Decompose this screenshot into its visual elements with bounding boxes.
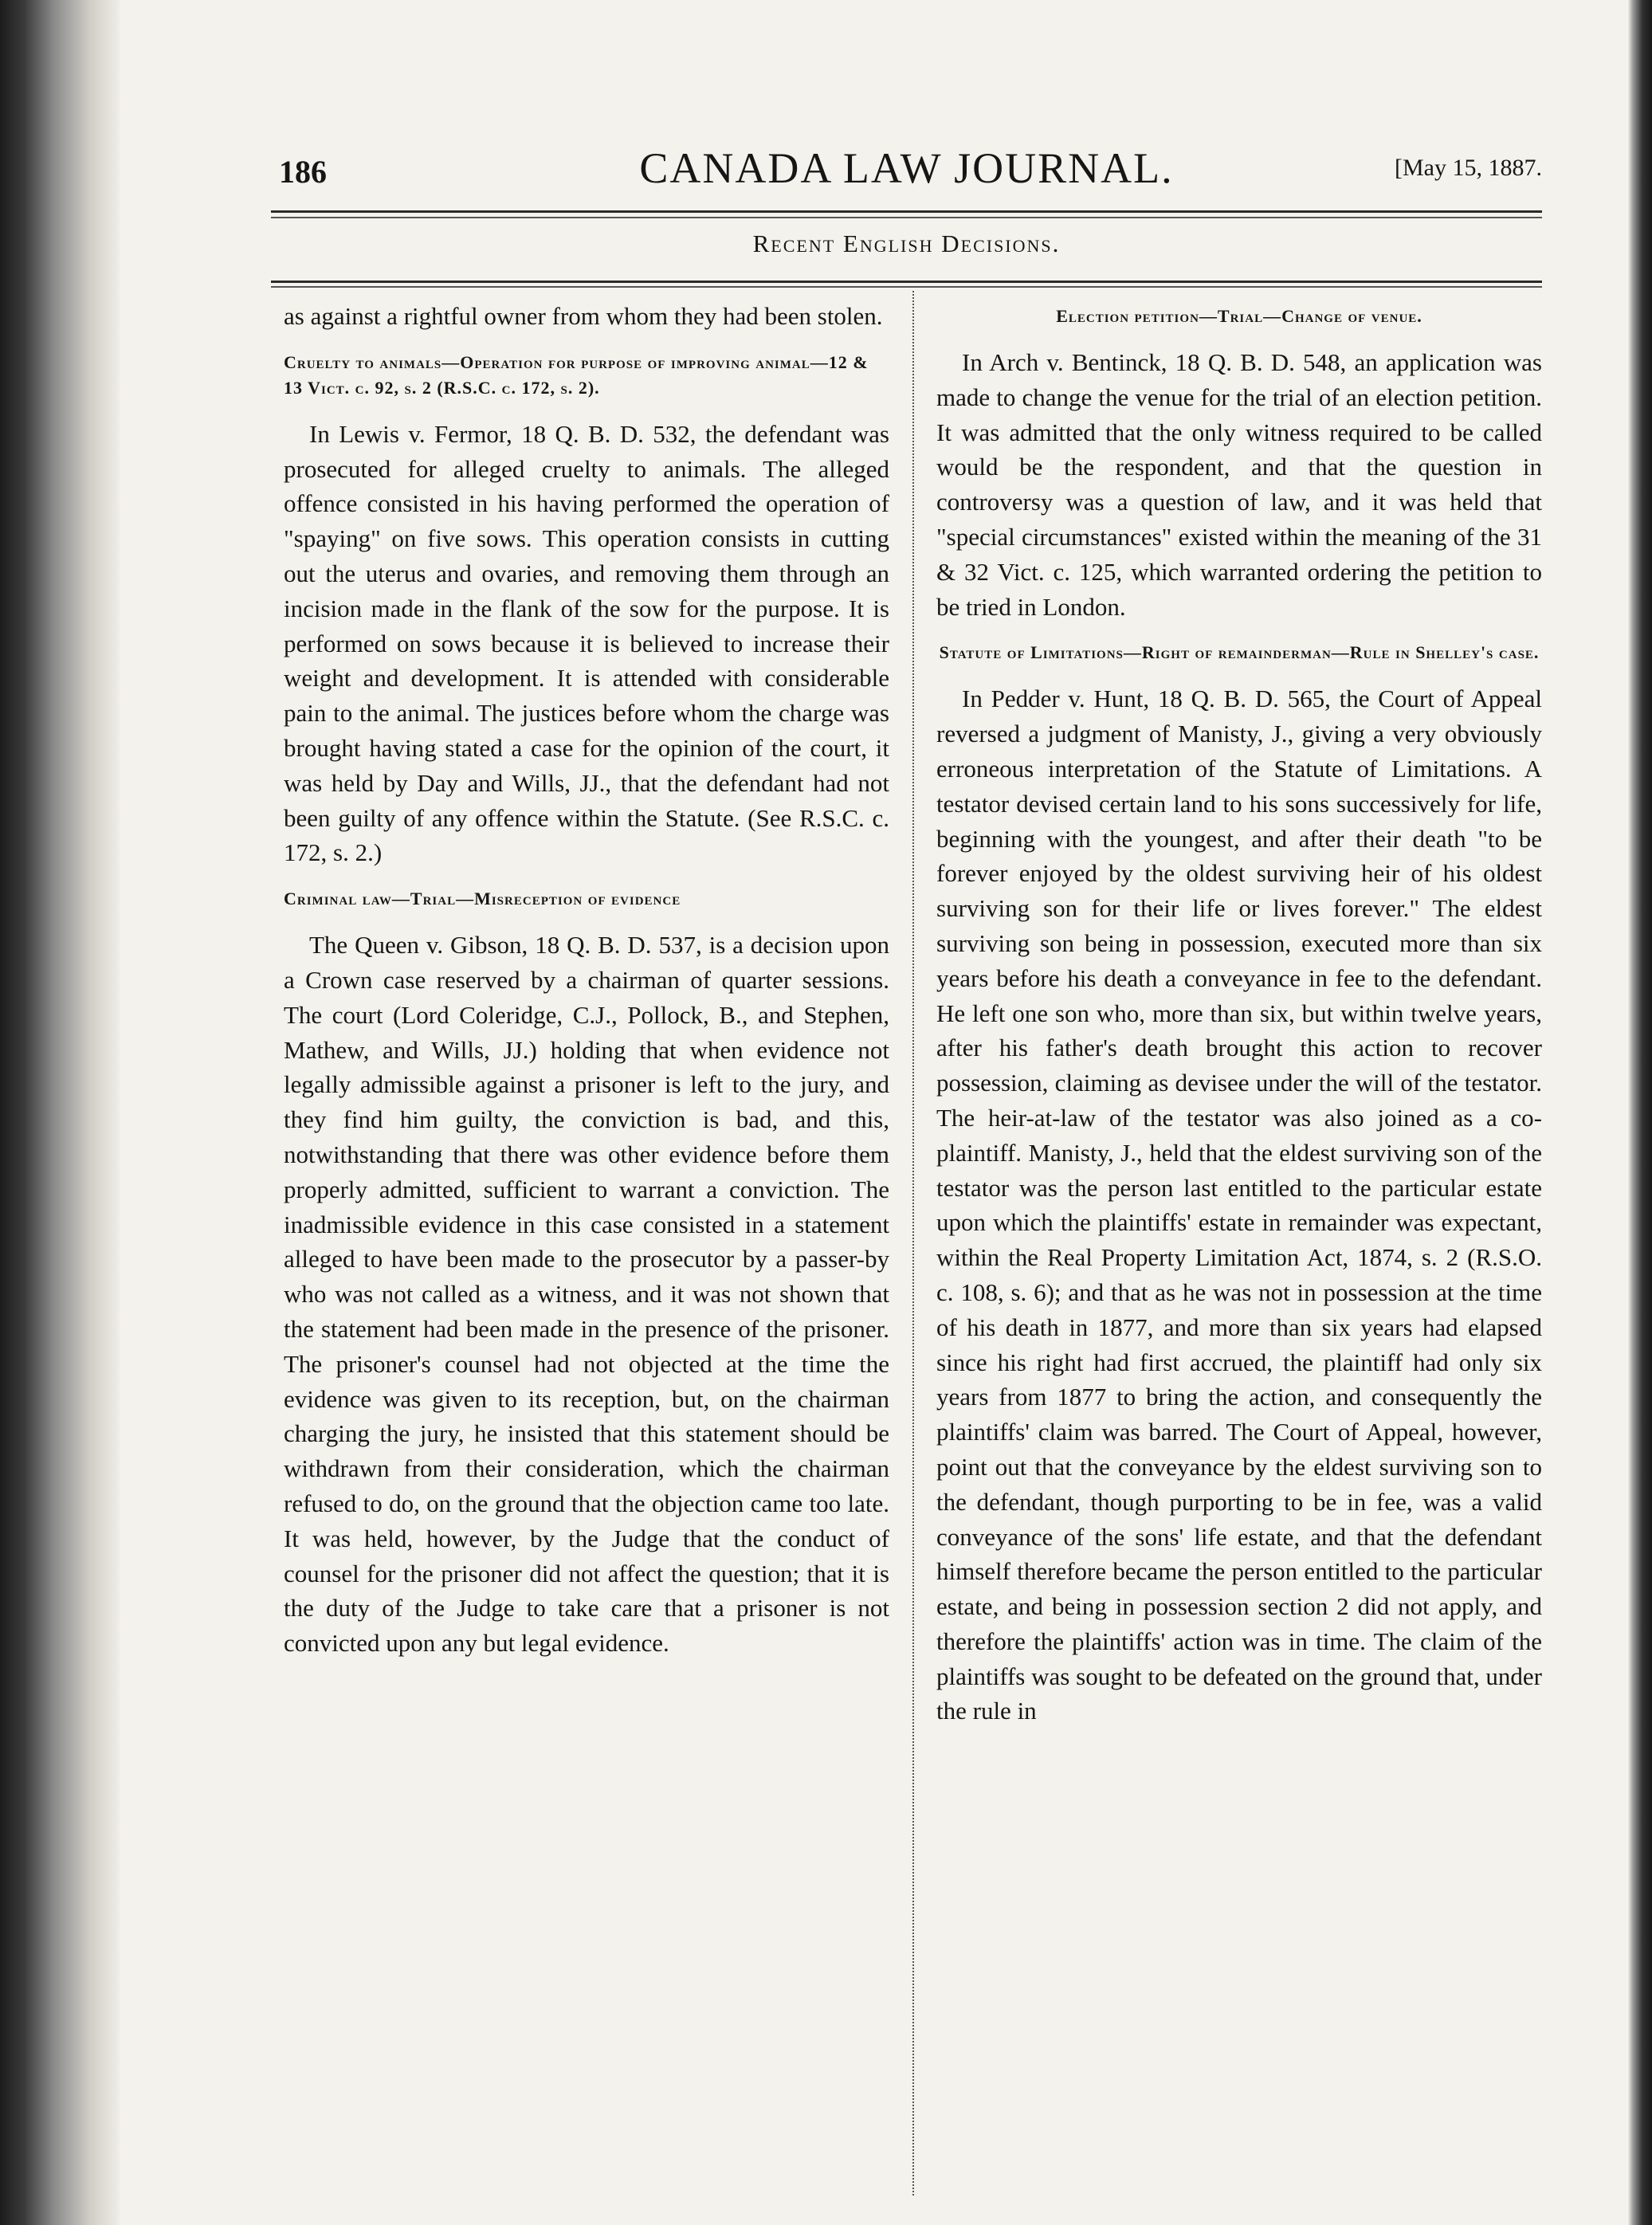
book-binding-shadow — [0, 0, 120, 2225]
section-rule — [271, 281, 1542, 283]
heading-statute-of-limitations: Statute of Limitations—Right of remainderman—Rule in Shelley's case. — [939, 642, 1540, 663]
paragraph-lewis-v-fermor: In Lewis v. Fermor, 18 Q. B. D. 532, the defendant was prosecuted for alleged cruelty to animals. The alleged offence consisted in his having performed the operation of "spaying" on five sows. This operation consists in cutting out the uterus and ovaries, and removing them through an incision made in the flank of the sow for the purpose. It is performed on sows because it is believed to increase their weight and development. It is attended with considerable pain to the animal. The justices before whom the charge was brought having stated a case for the opinion of the court, it was held by Day and Wills, JJ., that the defendant had not been guilty of any offence within the Statute. (See R.S.C. c. 172, s. 2.) — [284, 419, 889, 867]
right-column — [936, 299, 1542, 1744]
left-column — [284, 299, 889, 1677]
paragraph-queen-v-gibson: The Queen v. Gibson, 18 Q. B. D. 537, is a decision upon a Crown case reserved by a chairman of quarter sessions. The court (Lord Coleridge, C.J., Pollock, B., and Stephen, Mathew, and Wills, JJ.) holding that when evidence not legally admissible against a prisoner is left to the jury, and they find him guilty, the conviction is bad, and this, notwithstanding that there was other evidence before them properly admitted, sufficient to warrant a conviction. The inadmissible evidence in this case consisted in a statement alleged to have been made to the prosecutor by a passer-by who was not called as a witness, and it was not shown that the statement had been made in the presence of the prisoner. The prisoner's counsel had not objected at the time the evidence was given to its reception, but, on the chairman charging the jury, he insisted that this statement should be withdrawn from their consideration, which the chairman refused to do, on the ground that the objection came too late. It was held, however, by the Judge that the conduct of counsel for the prisoner did not affect the question; that it is the duty of the Judge to take care that a prisoner is not convicted upon any but legal evidence. — [284, 931, 889, 1658]
issue-date: [May 15, 1887. — [1395, 155, 1542, 181]
heading-cruelty-to-animals: Cruelty to animals—Operation for purpose of improving animal—12 & 13 Vict. c. 92, s. 2 (R.S.C. c. 172, s. 2). — [284, 351, 869, 398]
paragraph-pedder-v-hunt: In Pedder v. Hunt, 18 Q. B. D. 565, the Court of Appeal reversed a judgment of Manisty, J., giving a very obviously erroneous interpretation of the Statute of Limitations. A testator devised certain land to his sons successively for life, beginning with the youngest, and after their death "to be forever enjoyed by the oldest surviving heir of his oldest surviving son for their life or lives forever." The eldest surviving son being in possession, executed more than six years before his death a conveyance in fee to the defendant. He left one son who, more than six, but within twelve years, after his father's death brought this action to recover possession, claiming as devisee under the will of the testator. The heir-at-law of the testator was also joined as a co-plaintiff. Manisty, J., held that the eldest surviving son of the testator was the person last entitled to the particular estate upon which the plaintiffs' estate in remainder was expectant, within the Real Property Limitation Act, 1874, s. 2 (R.S.O. c. 108, s. 6); and that as he was not in possession at the time of his death in 1877, and more than six years had elapsed since his right had first accrued, the plaintiff had only six years from 1877 to bring the action, and consequently the plaintiffs' claim was barred. The Court of Appeal, however, point out that the conveyance by the eldest surviving son to the defendant, though purporting to be in fee, was a valid conveyance of the sons' life estate, and that the defendant himself therefore became the person entitled to the particular estate, and being in possession section 2 did not apply, and therefore the plaintiffs' action was in time. The claim of the plaintiffs was sought to be defeated on the ground that, under the rule in — [936, 685, 1542, 1725]
section-rule-thin — [271, 286, 1542, 288]
header-rule — [271, 210, 1542, 213]
running-header — [271, 142, 1542, 206]
journal-title: CANADA LAW JOURNAL. — [639, 144, 1174, 192]
paragraph-arch-v-bentinck: In Arch v. Bentinck, 18 Q. B. D. 548, an application was made to change the venue for the trial of an election petition. It was admitted that the only witness required to be called would be the respondent, and that the question in controversy was a question of law, and it was held that "special circumstances" existed within the meaning of the 31 & 32 Vict. c. 125, which warranted ordering the petition to be tried in London. — [936, 348, 1542, 621]
column-divider — [912, 291, 914, 2196]
continued-paragraph: as against a rightful owner from whom they had been stolen. — [284, 302, 883, 330]
page-edge-shadow — [1628, 0, 1652, 2225]
header-rule-thin — [271, 217, 1542, 218]
heading-criminal-law: Criminal law—Trial—Misreception of evidence — [284, 889, 681, 909]
journal-page — [271, 128, 1542, 2199]
heading-election-petition: Election petition—Trial—Change of venue. — [1056, 306, 1422, 326]
section-title: Recent English Decisions. — [752, 230, 1061, 257]
page-number: 186 — [279, 154, 327, 190]
